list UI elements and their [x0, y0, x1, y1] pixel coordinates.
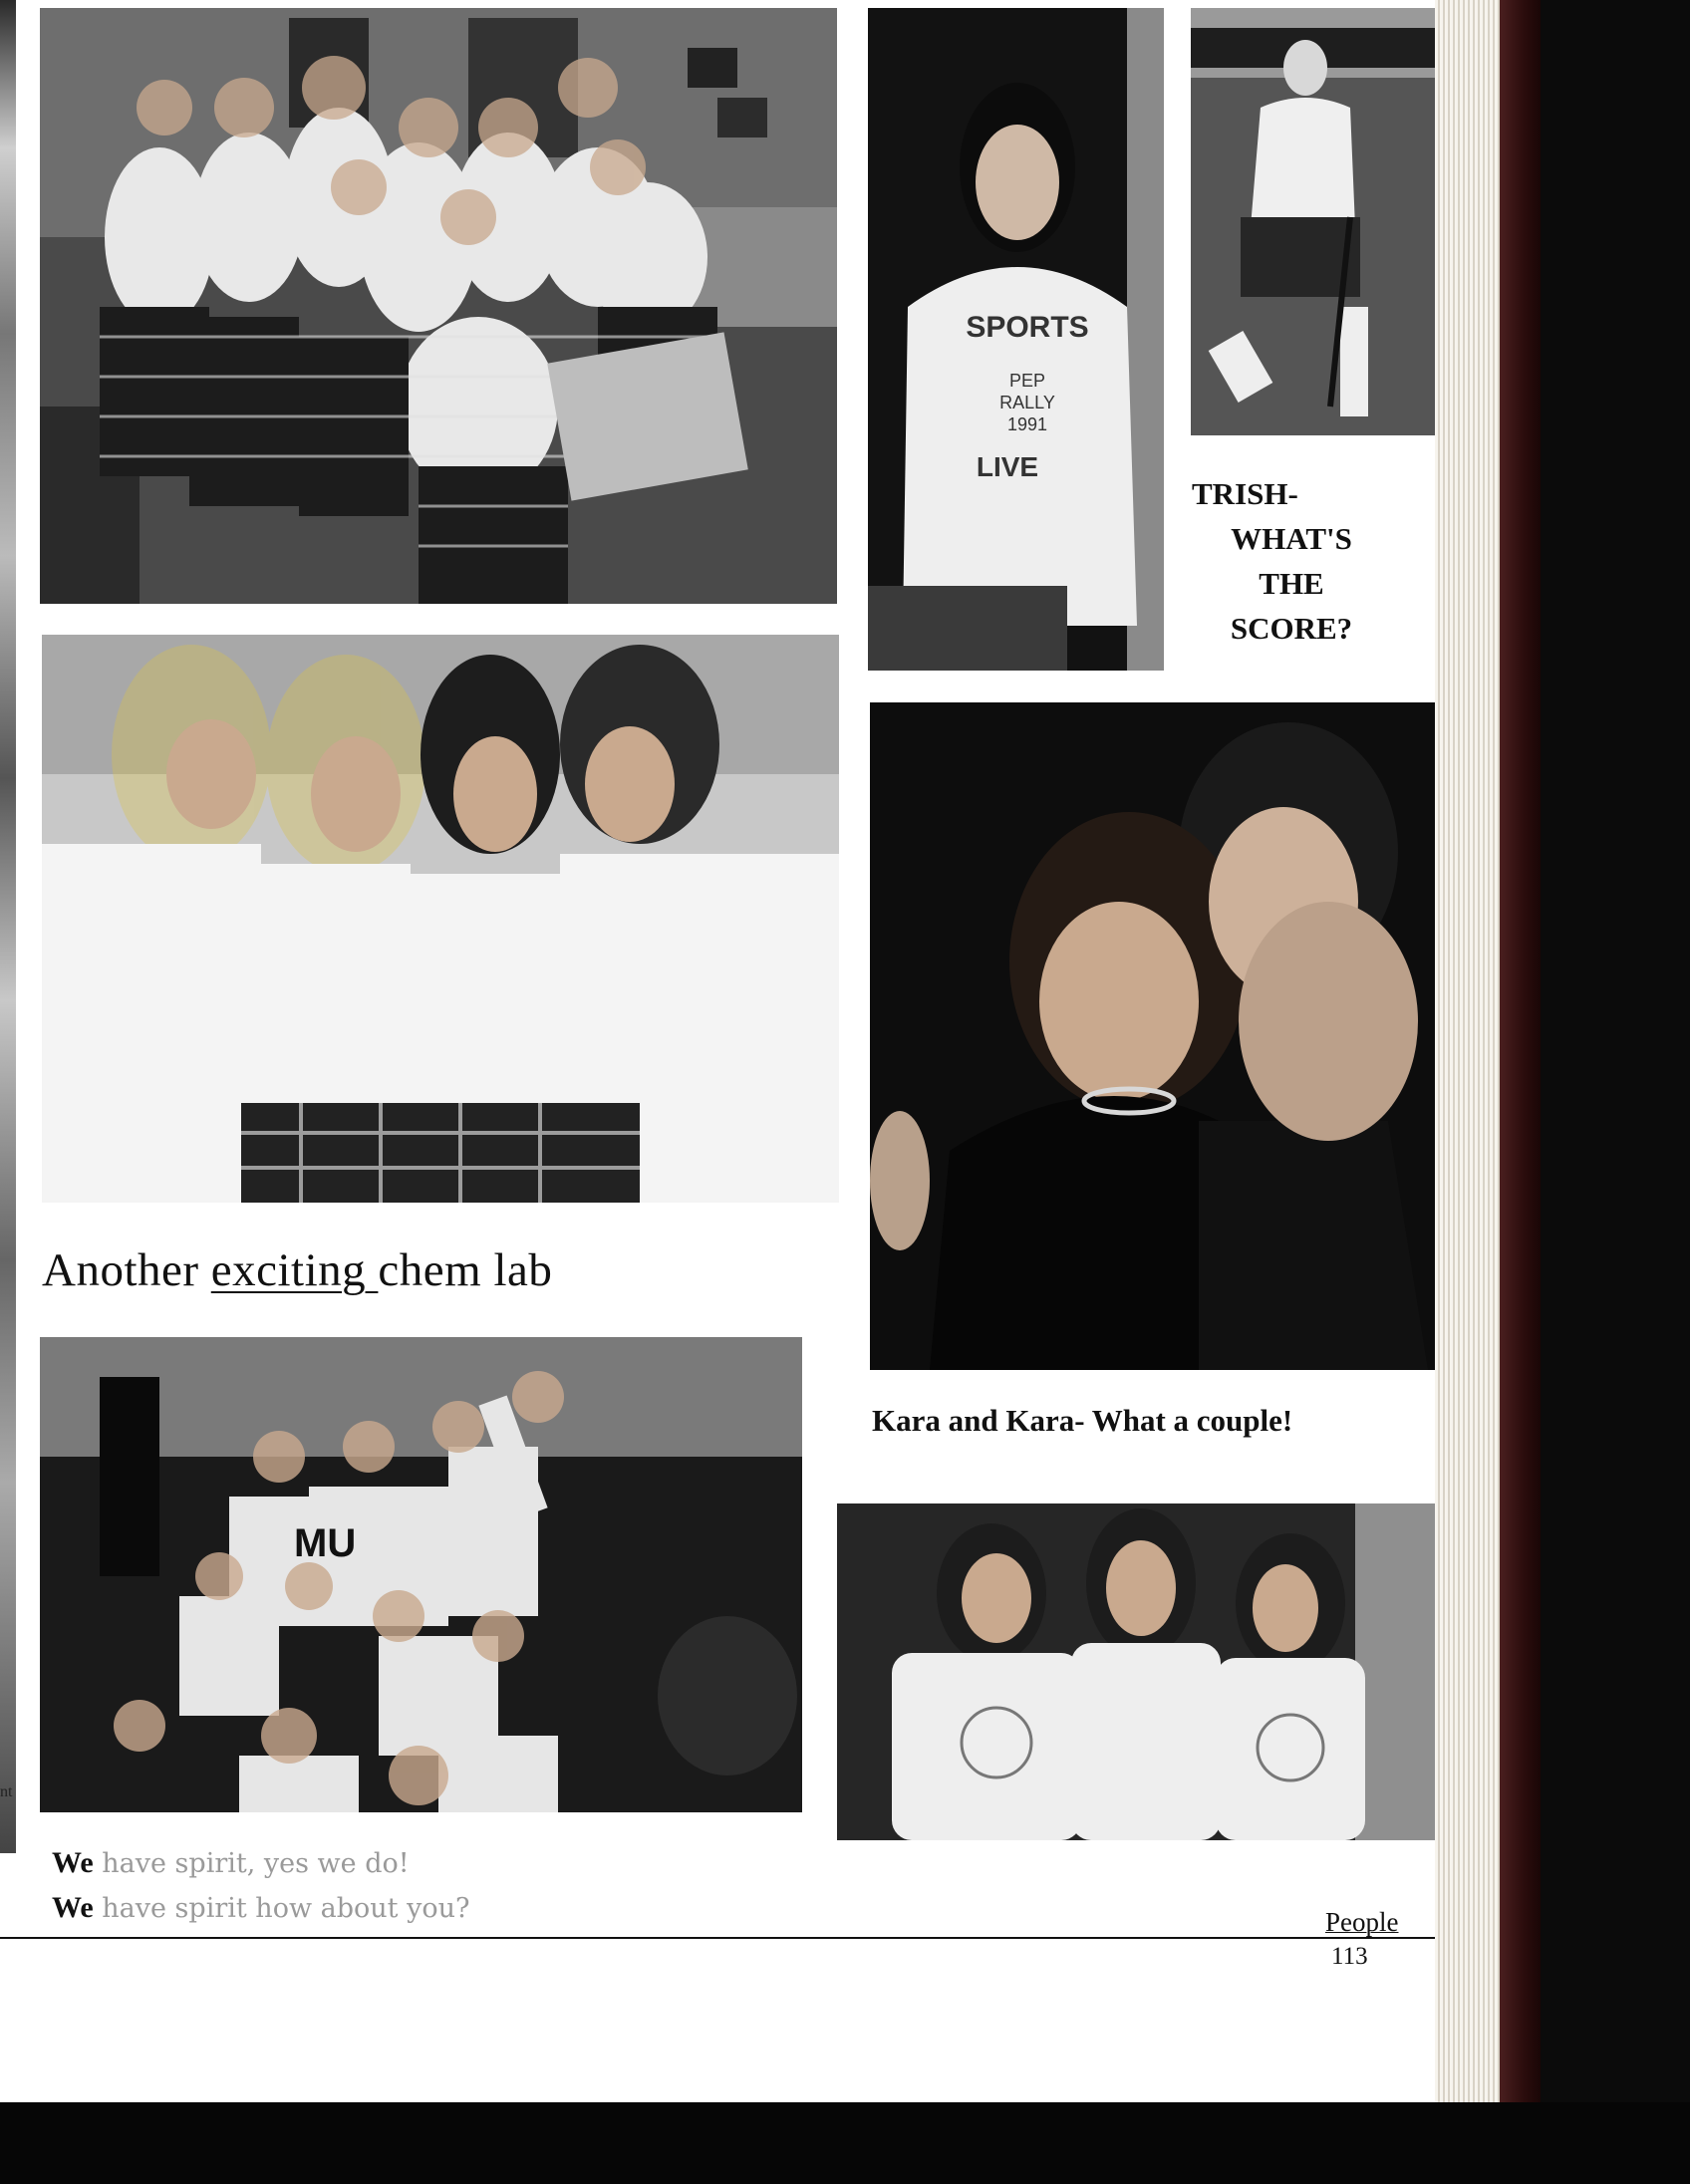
chem-lab-caption [42, 1243, 552, 1297]
chem-caption-underlined: exciting [210, 1244, 379, 1296]
photo-group-plaid-skirts [40, 8, 837, 604]
photo-pep-rally-shirt [868, 8, 1164, 671]
shirt-text-rally: RALLY [999, 393, 1055, 412]
shirt-text-sports: SPORTS [966, 311, 1089, 344]
photo-three-girls-tees [837, 1503, 1440, 1840]
trish-caption [1192, 471, 1391, 651]
trish-caption-line: SCORE? [1230, 611, 1353, 646]
spirit-line [52, 1841, 469, 1886]
facing-page-text-fragment: nt [0, 1783, 13, 1800]
spirit-line-lead: We [52, 1891, 94, 1924]
spirit-chant-caption [52, 1841, 469, 1931]
spirit-line [52, 1886, 469, 1931]
book-page-edge [1435, 0, 1500, 2102]
trish-caption-line: THE [1259, 566, 1324, 601]
kara-caption: Kara and Kara- What a couple! [872, 1403, 1293, 1438]
photo-four-friends [42, 635, 839, 1203]
page-number: 113 [1331, 1943, 1368, 1970]
chem-caption-after: chem lab [378, 1244, 553, 1296]
shirt-text-live: LIVE [976, 451, 1039, 482]
sweatshirt-text: MU [294, 1521, 357, 1565]
chem-caption-before: Another [42, 1244, 211, 1296]
section-name: People [1325, 1907, 1399, 1937]
footer-rule [0, 1937, 1493, 1939]
book-spine [1500, 0, 1541, 2102]
spirit-line-rest: have spirit, yes we do! [93, 1848, 410, 1879]
shirt-text-pep: PEP [1008, 371, 1046, 391]
trish-caption-line: WHAT'S [1231, 521, 1352, 556]
spirit-line-lead: We [52, 1846, 94, 1879]
photo-spirit-crowd [40, 1337, 802, 1812]
photo-field-hockey [1191, 8, 1435, 435]
facing-page-edge [0, 0, 16, 1853]
spirit-line-rest: have spirit how about you? [93, 1893, 470, 1924]
scan-background [0, 2102, 1690, 2184]
trish-caption-line: TRISH- [1192, 476, 1298, 511]
photo-kara-and-kara [870, 702, 1438, 1370]
shirt-text-year: 1991 [1006, 414, 1048, 434]
